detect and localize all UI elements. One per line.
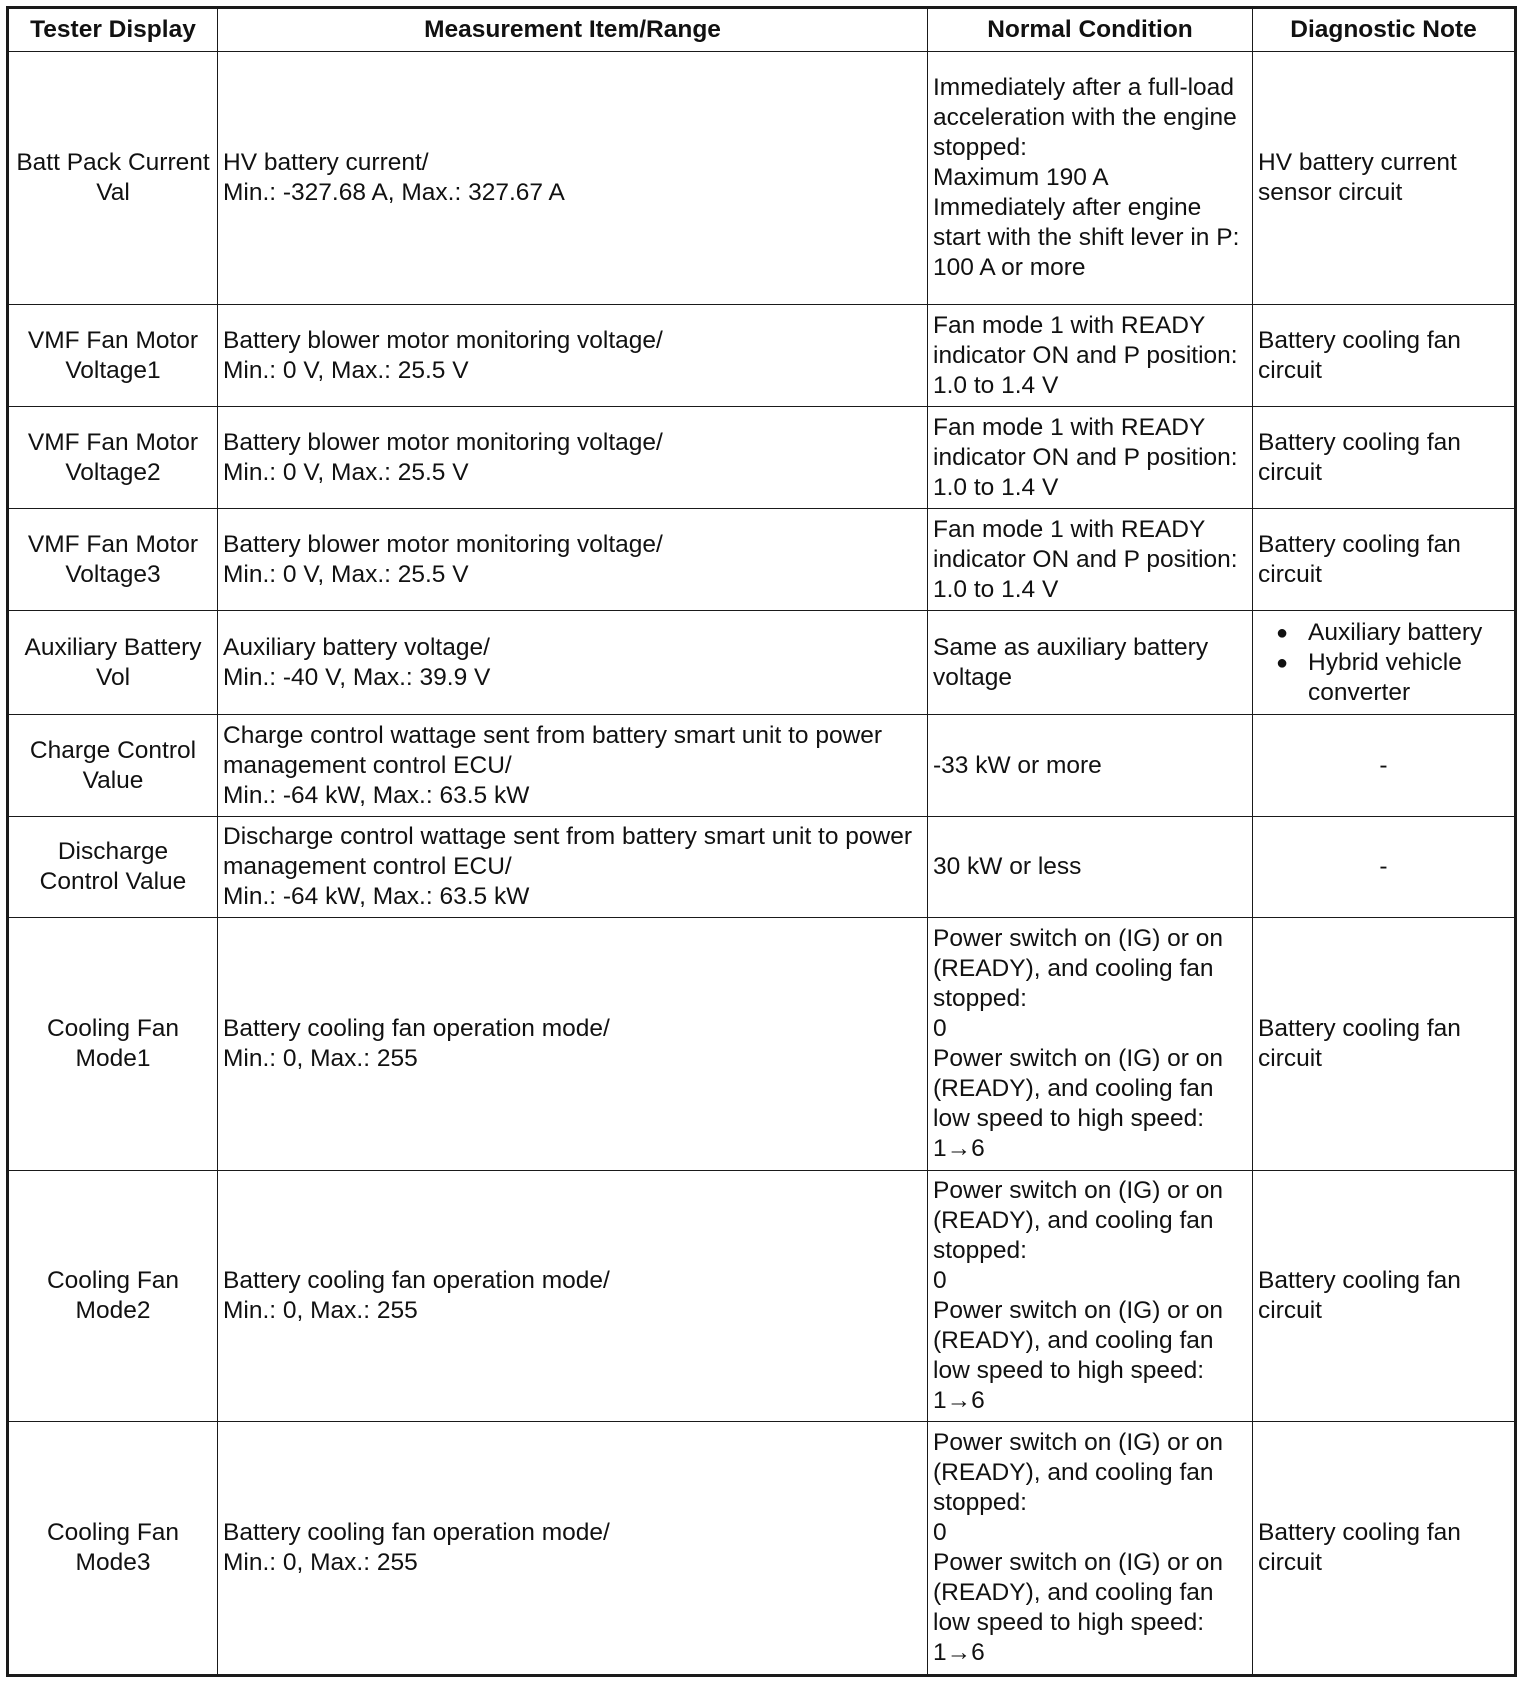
normal-condition-text: Power switch on (IG) or on (READY), and cooling fan low speed to high speed: [933,1045,1224,1132]
normal-condition-text: Power switch on (IG) or on (READY), and cooling fan stopped: [933,925,1224,1012]
measurement-text: Battery cooling fan operation mode/ [223,1015,610,1042]
diagnostic-data-table [6,6,1517,1677]
table-row [8,305,1516,407]
table-row [8,1422,1516,1676]
measurement-text: Battery blower motor monitoring voltage/ [223,530,663,558]
measurement-range: Min.: 0, Max.: 255 [223,1045,418,1072]
normal-condition-text: 100 A or more [933,254,1086,281]
normal-condition-text: 0 [933,1015,947,1042]
diagnostic-note-cell [1253,715,1516,817]
normal-condition-text: Same as auxiliary battery voltage [933,633,1209,691]
tester-display-text: VMF Fan Motor [27,326,199,354]
table-row [8,1171,1516,1422]
tester-display-cell [8,305,218,407]
diagnostic-note-text: Battery cooling fan circuit [1258,1015,1461,1072]
diagnostic-note-text: Battery cooling fan circuit [1258,1267,1461,1324]
measurement-text: HV battery current/ [223,149,429,176]
measurement-cell [218,1171,928,1422]
tester-display-text: VMF Fan Motor [27,530,199,558]
tester-display-text: Mode2 [75,1297,151,1324]
measurement-text: Battery blower motor monitoring voltage/ [223,428,663,456]
table-row [8,611,1516,715]
tester-display-text: Charge Control [29,736,197,764]
diagnostic-note-bullet: ● Hybrid vehicle converter [1258,648,1509,708]
diagnostic-note-text: Battery cooling fan circuit [1258,326,1461,384]
header-tester-display: Tester Display [8,8,218,52]
normal-condition-cell [928,305,1253,407]
normal-condition-cell [928,715,1253,817]
measurement-range: Min.: 0 V, Max.: 25.5 V [223,560,469,588]
tester-display-text: Auxiliary Battery [24,633,202,661]
diagnostic-note-bullet: ● Auxiliary battery [1258,618,1509,648]
diagnostic-note-text: - [1379,853,1388,880]
measurement-cell [218,509,928,611]
measurement-range: Min.: -64 kW, Max.: 63.5 kW [223,781,530,809]
tester-display-text: Cooling Fan [46,1267,180,1294]
measurement-text: Charge control wattage sent from battery smart unit to power management control ECU/ [223,721,883,779]
table-row [8,407,1516,509]
measurement-range: Min.: 0, Max.: 255 [223,1297,418,1324]
diagnostic-note-cell [1253,1422,1516,1676]
tester-display-text: Batt Pack Current [16,149,210,176]
measurement-range: Min.: -64 kW, Max.: 63.5 kW [223,883,530,910]
diagnostic-note-cell [1253,817,1516,918]
diagnostic-note-cell [1253,611,1516,715]
normal-condition-text: Power switch on (IG) or on (READY), and cooling fan stopped: [933,1177,1224,1264]
table-row [8,509,1516,611]
normal-condition-cell [928,509,1253,611]
normal-condition-text: 0 [933,1267,947,1294]
normal-condition-text: 0 [933,1519,947,1546]
header-normal-condition: Normal Condition [928,8,1253,52]
header-diagnostic-note: Diagnostic Note [1253,8,1516,52]
diagnostic-note-text: - [1379,751,1388,779]
normal-condition-text: 1.0 to 1.4 V [933,371,1059,399]
normal-condition-text: Fan mode 1 with READY indicator ON and P position: [933,311,1238,369]
tester-display-text: Cooling Fan [46,1015,180,1042]
measurement-text: Auxiliary battery voltage/ [223,633,490,661]
diagnostic-note-cell [1253,52,1516,305]
measurement-cell [218,817,928,918]
tester-display-text: Cooling Fan [46,1519,180,1546]
diagnostic-note-text: Battery cooling fan circuit [1258,428,1461,486]
normal-condition-text: 1→6 [933,1135,985,1162]
tester-display-text: Voltage2 [65,458,161,486]
measurement-range: Min.: 0 V, Max.: 25.5 V [223,356,469,384]
measurement-range: Min.: 0, Max.: 255 [223,1549,418,1576]
measurement-cell [218,918,928,1171]
diagnostic-note-text: HV battery current sensor circuit [1258,149,1457,206]
table-row [8,715,1516,817]
diagnostic-note-cell [1253,407,1516,509]
measurement-text: Battery cooling fan operation mode/ [223,1519,610,1546]
tester-display-cell [8,817,218,918]
tester-display-cell [8,52,218,305]
tester-display-text: Mode1 [75,1045,151,1072]
measurement-range: Min.: 0 V, Max.: 25.5 V [223,458,469,486]
normal-condition-text: 1→6 [933,1639,985,1666]
normal-condition-text: Power switch on (IG) or on (READY), and cooling fan stopped: [933,1429,1224,1516]
header-measurement-item-range: Measurement Item/Range [218,8,928,52]
normal-condition-text: Immediately after engine start with the shift lever in P: [933,194,1240,251]
normal-condition-text: Fan mode 1 with READY indicator ON and P position: [933,515,1238,573]
diagnostic-note-text: Battery cooling fan circuit [1258,530,1461,588]
tester-display-text: Mode3 [75,1549,151,1576]
tester-display-text: Control Value [39,868,187,895]
measurement-cell [218,1422,928,1676]
tester-display-cell [8,1171,218,1422]
diagnostic-note-cell [1253,918,1516,1171]
measurement-cell [218,715,928,817]
measurement-cell [218,407,928,509]
measurement-text: Discharge control wattage sent from battery smart unit to power management control ECU/ [223,823,913,880]
measurement-range: Min.: -327.68 A, Max.: 327.67 A [223,179,565,206]
table-header-row [8,8,1516,52]
normal-condition-text: 30 kW or less [933,853,1082,880]
tester-display-text: Discharge [57,838,169,865]
tester-display-cell [8,715,218,817]
tester-display-cell [8,918,218,1171]
normal-condition-text: 1.0 to 1.4 V [933,575,1059,603]
tester-display-text: Val [96,179,130,206]
measurement-cell [218,52,928,305]
table-row [8,918,1516,1171]
diagnostic-note-cell [1253,1171,1516,1422]
tester-display-cell [8,611,218,715]
tester-display-cell [8,407,218,509]
normal-condition-cell [928,1422,1253,1676]
tester-display-text: VMF Fan Motor [27,428,199,456]
normal-condition-text: Maximum 190 A [933,164,1109,191]
diagnostic-note-text: Battery cooling fan circuit [1258,1519,1461,1576]
measurement-text: Battery blower motor monitoring voltage/ [223,326,663,354]
normal-condition-text: Power switch on (IG) or on (READY), and cooling fan low speed to high speed: [933,1549,1224,1636]
normal-condition-text: Fan mode 1 with READY indicator ON and P position: [933,413,1238,471]
tester-display-text: Value [82,766,144,794]
normal-condition-cell [928,52,1253,305]
table-row [8,817,1516,918]
measurement-text: Battery cooling fan operation mode/ [223,1267,610,1294]
measurement-cell [218,305,928,407]
diagnostic-note-cell [1253,509,1516,611]
normal-condition-text: Power switch on (IG) or on (READY), and cooling fan low speed to high speed: [933,1297,1224,1384]
tester-display-text: Vol [95,663,131,691]
tester-display-cell [8,1422,218,1676]
tester-display-cell [8,509,218,611]
normal-condition-cell [928,817,1253,918]
normal-condition-text: 1.0 to 1.4 V [933,473,1059,501]
normal-condition-cell [928,611,1253,715]
tester-display-text: Voltage3 [65,560,161,588]
normal-condition-cell [928,918,1253,1171]
diagnostic-note-cell [1253,305,1516,407]
table-row [8,52,1516,305]
normal-condition-text: 1→6 [933,1387,985,1414]
diagnostic-note-list [1258,618,1509,708]
measurement-cell [218,611,928,715]
normal-condition-text: -33 kW or more [933,751,1102,779]
tester-display-text: Voltage1 [65,356,161,384]
measurement-range: Min.: -40 V, Max.: 39.9 V [223,663,491,691]
normal-condition-cell [928,407,1253,509]
normal-condition-cell [928,1171,1253,1422]
normal-condition-text: Immediately after a full-load acceleration with the engine stopped: [933,74,1237,161]
